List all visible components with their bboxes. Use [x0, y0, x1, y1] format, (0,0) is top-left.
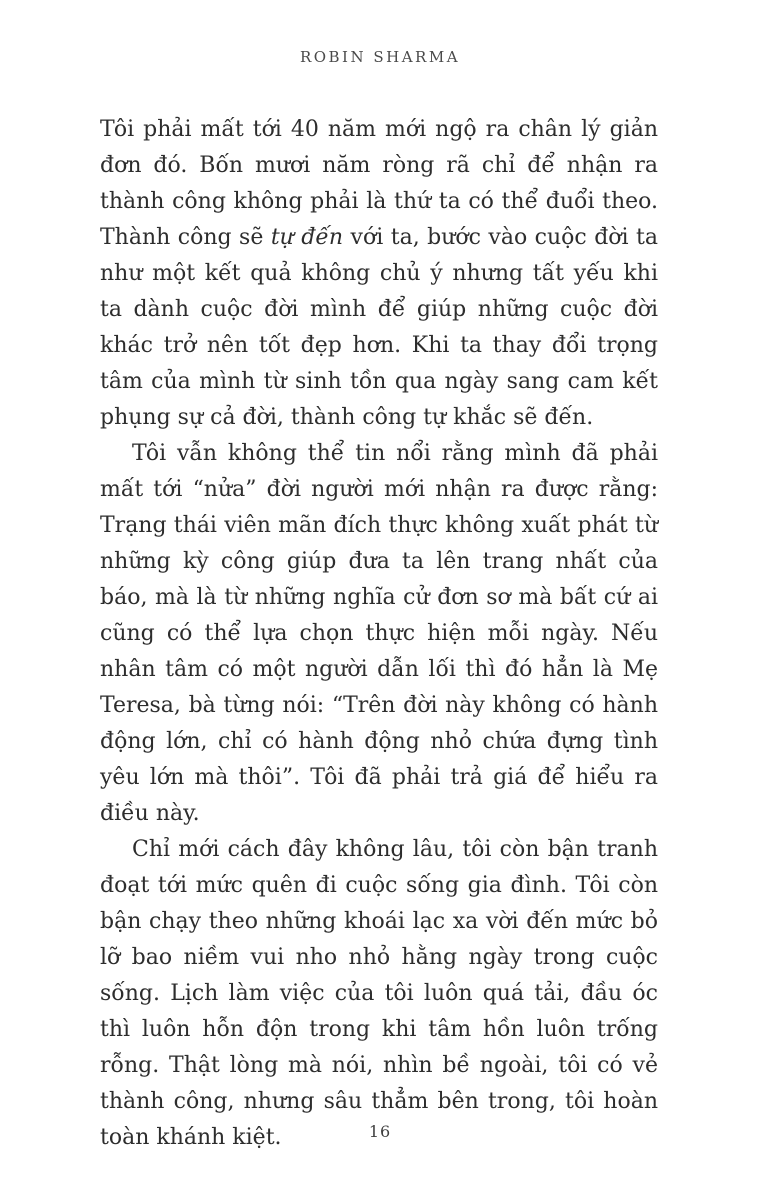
- paragraph-1-italic-phrase: tự đến: [270, 225, 344, 250]
- paragraph-1-text-end: với ta, bước vào cuộc đời ta như một kết quả không chủ ý nhưng tất yếu khi ta dành cuộc đời mình để giúp những cuộc đời khác trở nên tốt đẹp hơn. Khi ta thay đổi trọng tâm của mình từ sinh tồn qua ngày sang cam kết phụng sự cả đời, thành công tự khắc sẽ đến.: [100, 225, 658, 430]
- page-number: 16: [368, 1122, 392, 1141]
- paragraph-1-text-start: Tôi phải mất tới 40 năm mới ngộ ra chân lý giản đơn đó. Bốn mươi năm ròng rã chỉ để nhận ra thành công không phải là thứ ta có thể đuổi theo. Thành công sẽ: [100, 117, 658, 250]
- paragraph-1: [100, 112, 658, 436]
- paragraph-3-text: Chỉ mới cách đây không lâu, tôi còn bận tranh đoạt tới mức quên đi cuộc sống gia đình. Tôi còn bận chạy theo những khoái lạc xa vời đến mức bỏ lỡ bao niềm vui nho nhỏ hằng ngày trong cuộc sống. Lịch làm việc của tôi luôn quá tải, đầu óc thì luôn hỗn độn trong khi tâm hồn luôn trống rỗng. Thật lòng mà nói, nhìn bề ngoài, tôi có vẻ thành công, nhưng sâu thẳm bên trong, tôi hoàn toàn khánh kiệt.: [100, 837, 658, 1150]
- paragraph-3: [100, 832, 658, 1156]
- page-body: [100, 112, 658, 1156]
- paragraph-2: [100, 436, 658, 832]
- running-header-title: ROBIN SHARMA: [299, 48, 461, 66]
- paragraph-2-text: Tôi vẫn không thể tin nổi rằng mình đã phải mất tới “nửa” đời người mới nhận ra được rằng: Trạng thái viên mãn đích thực không xuất phát từ những kỳ công giúp đưa ta lên trang nhất của báo, mà là từ những nghĩa cử đơn sơ mà bất cứ ai cũng có thể lựa chọn thực hiện mỗi ngày. Nếu nhân tâm có một người dẫn lối thì đó hẳn là Mẹ Teresa, bà từng nói: “Trên đời này không có hành động lớn, chỉ có hành động nhỏ chứa đựng tình yêu lớn mà thôi”. Tôi đã phải trả giá để hiểu ra điều này.: [100, 441, 658, 826]
